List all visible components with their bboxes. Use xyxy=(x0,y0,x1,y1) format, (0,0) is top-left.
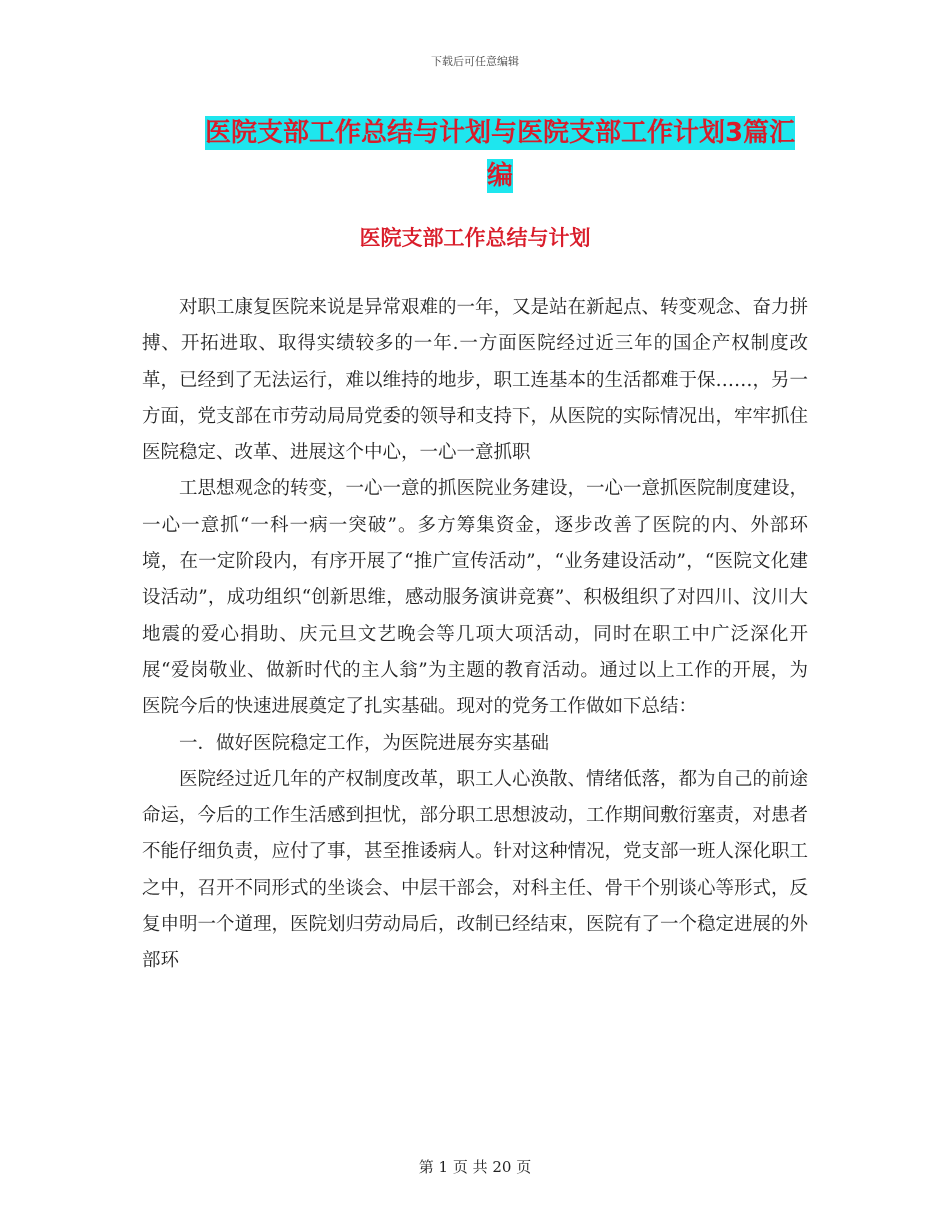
page-footer: 第 1 页 共 20 页 xyxy=(418,1158,532,1176)
document-title xyxy=(195,112,805,198)
paragraph: 对职工康复医院来说是异常艰难的一年，又是站在新起点、转变观念、奋力拼搏、开拓进取、取得实绩较多的一年.一方面医院经过近三年的国企产权制度改革，已经到了无法运行，难以维持的地步，职工连基本的生活都难于保……，另一方面，党支部在市劳动局局党委的领导和支持下，从医院的实际情况出，牢牢抓住医院稳定、改革、进展这个中心，一心一意抓职 xyxy=(142,297,809,464)
header-note: 下载后可任意编辑 xyxy=(431,55,519,68)
body-text xyxy=(142,290,808,980)
paragraph: 医院经过近几年的产权制度改革，职工人心涣散、情绪低落，都为自己的前途命运，今后的工作生活感到担忧，部分职工思想波动，工作期间敷衍塞责，对患者不能仔细负责，应付了事，甚至推诿病人。针对这种情况，党支部一班人深化职工之中，召开不同形式的坐谈会、中层干部会，对科主任、骨干个别谈心等形式，反复申明一个道理，医院划归劳动局后，改制已经结束，医院有了一个稳定进展的外部环 xyxy=(142,768,809,972)
paragraph: 工思想观念的转变，一心一意的抓医院业务建设，一心一意抓医院制度建设，一心一意抓“一科一病一突破”。多方筹集资金，逐步改善了医院的内、外部环境，在一定阶段内，有序开展了“推广宣传活动”，“业务建设活动”，“医院文化建设活动”，成功组织“创新思维，感动服务演讲竞赛”、积极组织了对四川、汶川大地震的爱心捐助、庆元旦文艺晚会等几项大项活动，同时在职工中广泛深化开展“爱岗敬业、做新时代的主人翁”为主题的教育活动。通过以上工作的开展，为医院今后的快速进展奠定了扎实基础。现对的党务工作做如下总结： xyxy=(142,478,809,718)
document-title-text: 医院支部工作总结与计划与医院支部工作计划3篇汇编 xyxy=(204,118,796,191)
paragraph: 一．做好医院稳定工作，为医院进展夯实基础 xyxy=(179,732,550,754)
section-title: 医院支部工作总结与计划 xyxy=(359,226,591,250)
